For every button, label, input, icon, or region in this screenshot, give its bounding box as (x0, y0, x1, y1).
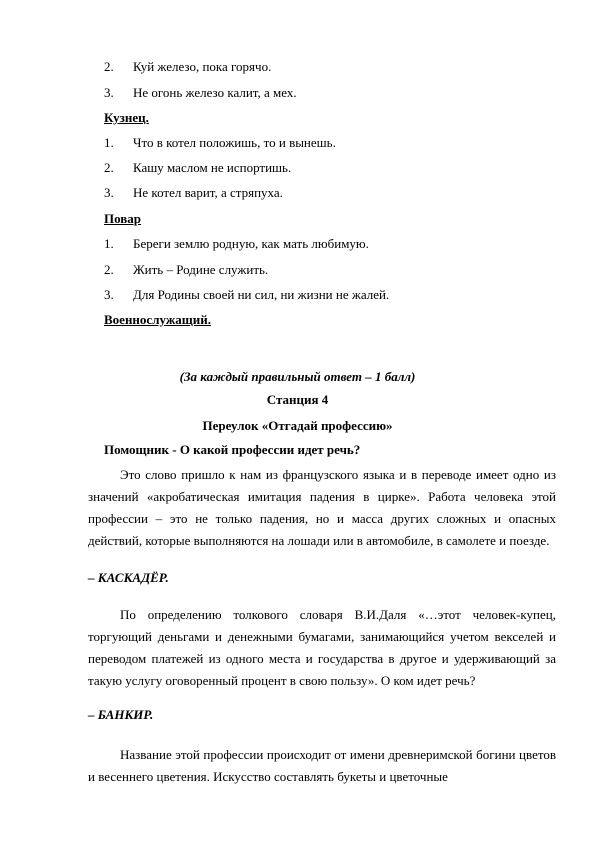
riddle-paragraph (88, 464, 556, 552)
riddle-text: Название этой профессии происходит от имени древнеримской богини цветов и весеннего цветения. Искусство составлять букеты и цветочные (88, 747, 556, 784)
proverb-text: Не котел варит, а стряпуха. (133, 185, 283, 200)
riddle-answer: – КАСКАДЁР. (88, 570, 169, 585)
proverb-text: Что в котел положишь, то и вынешь. (133, 135, 336, 150)
proverb-text: Куй железо, пока горячо. (133, 59, 272, 74)
lane-title: Переулок «Отгадай профессию» (202, 418, 393, 433)
list-number: 1. (104, 135, 114, 150)
riddle-text: По определению толкового словаря В.И.Даля «…этот человек-купец, торгующий деньгами и денежными бумагами, занимающийся учетом векселей и переводом платежей из одного места и государства в другое и удерживающий за такую услугу оговоренный процент в свою пользу». О ком идет речь? (88, 607, 556, 688)
proverb-text: Кашу маслом не испортишь. (133, 160, 292, 175)
proverb-text: Жить – Родине служить. (133, 262, 269, 277)
list-number: 2. (104, 160, 114, 175)
proverb-text: Для Родины своей ни сил, ни жизни не жалей. (133, 287, 390, 302)
riddle-paragraph (88, 604, 556, 692)
group-answer: Повар (104, 211, 142, 226)
station-title: Станция 4 (266, 392, 329, 407)
group-answer: Военнослужащий. (104, 312, 211, 327)
score-note: (За каждый правильный ответ – 1 балл) (179, 369, 416, 384)
riddle-answer: – БАНКИР. (88, 707, 154, 722)
list-number: 3. (104, 185, 114, 200)
list-number: 3. (104, 85, 114, 100)
riddle-text: Это слово пришло к нам из французского языка и в переводе имеет одно из значений «акробатическая имитация падения в цирке». Работа человека этой профессии – это не только падения, но и масса других сложных и опасных действий, которые выполняются на лошади или в автомобиле, в самолете и поезде. (88, 467, 556, 548)
group-answer: Кузнец. (104, 110, 149, 125)
riddle-paragraph (88, 744, 556, 788)
list-number: 2. (104, 262, 114, 277)
list-number: 3. (104, 287, 114, 302)
list-number: 1. (104, 236, 114, 251)
proverb-text: Не огонь железо калит, а мех. (133, 85, 297, 100)
helper-question: Помощник - О какой профессии идет речь? (104, 442, 361, 457)
list-number: 2. (104, 59, 114, 74)
proverb-text: Береги землю родную, как мать любимую. (133, 236, 369, 251)
